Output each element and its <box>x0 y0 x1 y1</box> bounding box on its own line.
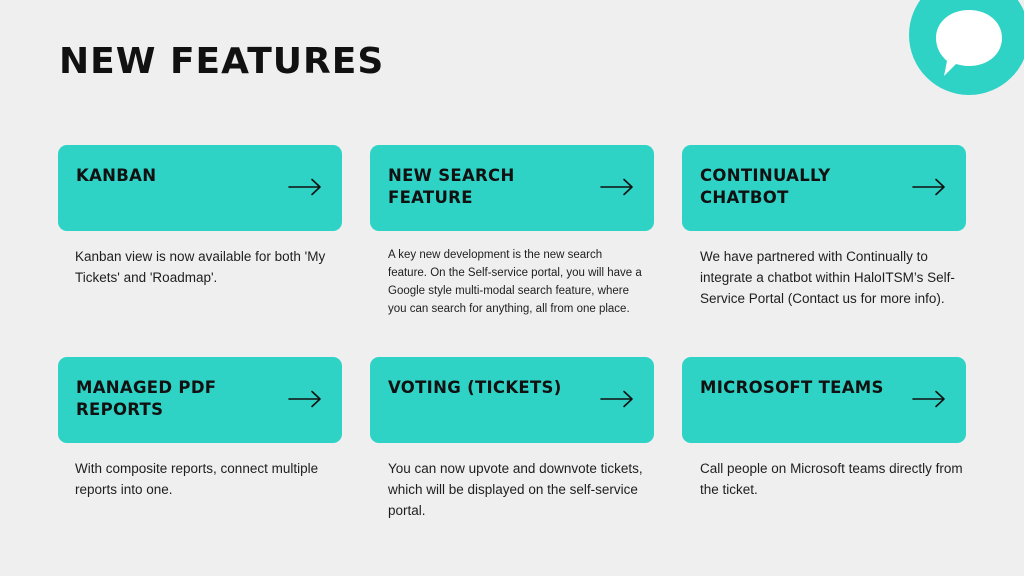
feature-title: KANBAN <box>76 166 157 185</box>
arrow-right-icon <box>912 390 946 408</box>
feature-description: We have partnered with Continually to integrate a chatbot within HaloITSM’s Self-Service Portal (Contact us for more info). <box>700 249 955 306</box>
feature-title: VOTING (TICKETS) <box>388 378 562 397</box>
feature-card-continually-chatbot[interactable] <box>682 145 966 231</box>
feature-title: MICROSOFT TEAMS <box>700 378 884 397</box>
feature-card-managed-pdf-reports[interactable] <box>58 357 342 443</box>
arrow-right-icon <box>600 178 634 196</box>
feature-card-voting-tickets[interactable] <box>370 357 654 443</box>
feature-description: A key new development is the new search feature. On the Self-service portal, you will have a Google style multi-modal search feature, where you can search for anything, all from one place. <box>388 249 642 315</box>
feature-description: Kanban view is now available for both 'My Tickets' and 'Roadmap'. <box>75 249 326 285</box>
feature-title: MANAGED PDF REPORTS <box>76 378 217 419</box>
page-title: NEW FEATURES <box>59 41 385 82</box>
feature-card-microsoft-teams[interactable] <box>682 357 966 443</box>
feature-title: NEW SEARCH FEATURE <box>388 166 515 207</box>
feature-title: CONTINUALLY CHATBOT <box>700 166 831 207</box>
chat-bubble-icon <box>934 5 1004 85</box>
feature-description: With composite reports, connect multiple reports into one. <box>75 461 319 497</box>
arrow-right-icon <box>288 178 322 196</box>
feature-card-kanban[interactable] <box>58 145 342 231</box>
arrow-right-icon <box>600 390 634 408</box>
feature-description: Call people on Microsoft teams directly from the ticket. <box>700 461 963 497</box>
arrow-right-icon <box>288 390 322 408</box>
arrow-right-icon <box>912 178 946 196</box>
feature-description: You can now upvote and downvote tickets, which will be displayed on the self-service portal. <box>388 461 643 518</box>
feature-card-new-search[interactable] <box>370 145 654 231</box>
